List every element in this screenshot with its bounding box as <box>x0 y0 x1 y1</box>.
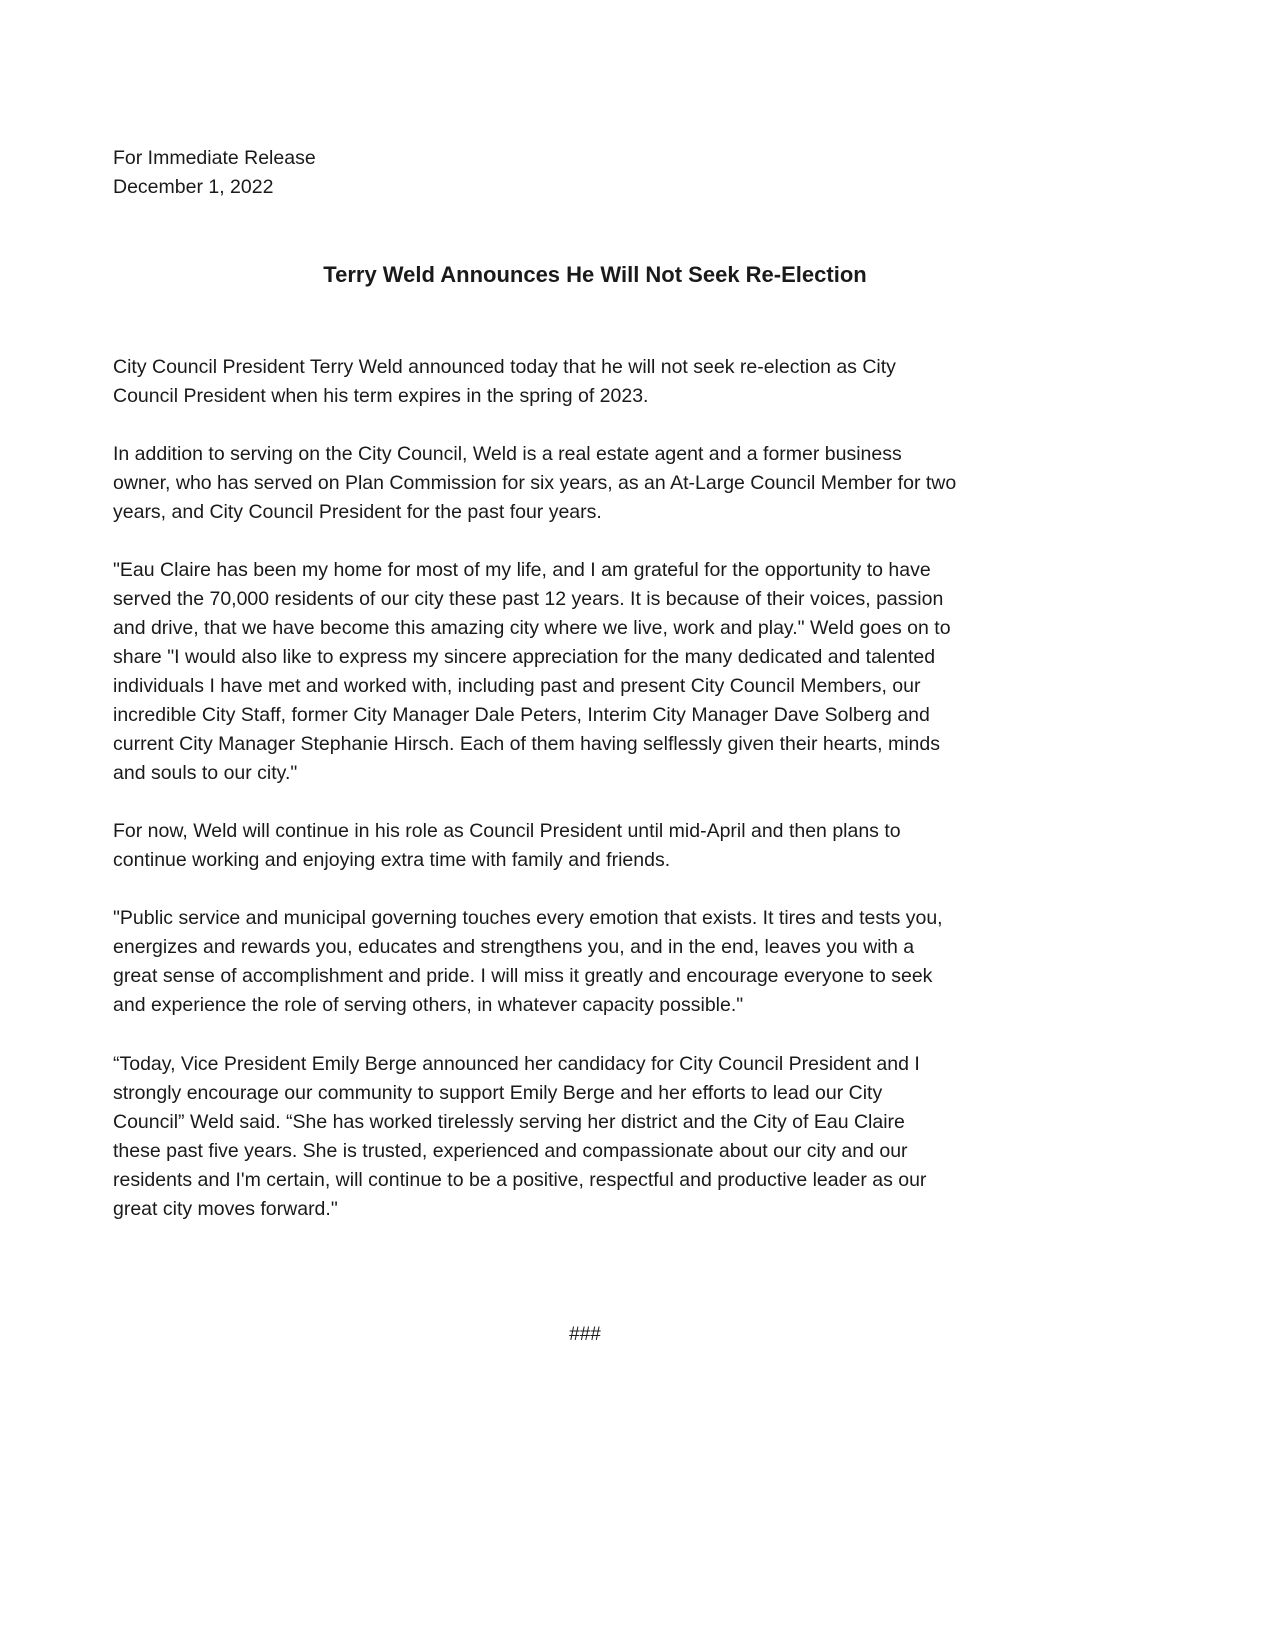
text-line: “Today, Vice President Emily Berge announced her candidacy for City Council President and I <box>113 1053 920 1075</box>
release-label: For Immediate Release <box>113 147 316 169</box>
paragraph-3 <box>113 556 951 788</box>
paragraph-2 <box>113 440 956 527</box>
text-line: and experience the role of serving others, in whatever capacity possible." <box>113 994 744 1016</box>
text-line: In addition to serving on the City Council, Weld is a real estate agent and a former business <box>113 443 902 465</box>
text-line: share "I would also like to express my sincere appreciation for the many dedicated and talented <box>113 646 936 668</box>
text-line: individuals I have met and worked with, including past and present City Council Members, our <box>113 675 921 697</box>
text-line: strongly encourage our community to support Emily Berge and her efforts to lead our City <box>113 1082 883 1104</box>
text-line: incredible City Staff, former City Manager Dale Peters, Interim City Manager Dave Solberg and <box>113 704 930 726</box>
end-mark: ### <box>569 1324 601 1345</box>
text-line: continue working and enjoying extra time with family and friends. <box>113 849 671 871</box>
paragraph-6 <box>113 1050 926 1224</box>
text-line: and souls to our city." <box>113 762 298 784</box>
text-line: City Council President Terry Weld announced today that he will not seek re-election as City <box>113 356 896 378</box>
text-line: energizes and rewards you, educates and strengthens you, and in the end, leaves you with a <box>113 936 915 958</box>
paragraph-4 <box>113 817 901 875</box>
paragraph-5 <box>113 904 943 1020</box>
text-line: and drive, that we have become this amazing city where we live, work and play." Weld goes on to <box>113 617 951 639</box>
text-line: years, and City Council President for the past four years. <box>113 501 602 523</box>
release-header <box>113 144 316 202</box>
text-line: served the 70,000 residents of our city these past 12 years. It is because of their voices, passion <box>113 588 944 610</box>
text-line: current City Manager Stephanie Hirsch. Each of them having selflessly given their hearts, minds <box>113 733 940 755</box>
text-line: Council” Weld said. “She has worked tirelessly serving her district and the City of Eau Claire <box>113 1111 905 1133</box>
paragraph-1 <box>113 353 896 411</box>
text-line: residents and I'm certain, will continue to be a positive, respectful and productive leader as our <box>113 1169 927 1191</box>
text-line: "Public service and municipal governing touches every emotion that exists. It tires and tests you, <box>113 907 943 929</box>
text-line: Council President when his term expires in the spring of 2023. <box>113 385 649 407</box>
text-line: great city moves forward." <box>113 1198 338 1220</box>
text-line: great sense of accomplishment and pride. I will miss it greatly and encourage everyone to seek <box>113 965 933 987</box>
text-line: "Eau Claire has been my home for most of my life, and I am grateful for the opportunity to have <box>113 559 931 581</box>
text-line: owner, who has served on Plan Commission for six years, as an At-Large Council Member for two <box>113 472 957 494</box>
page-title: Terry Weld Announces He Will Not Seek Re-Election <box>323 262 867 287</box>
text-line: For now, Weld will continue in his role as Council President until mid-April and then plans to <box>113 820 901 842</box>
release-date: December 1, 2022 <box>113 176 274 198</box>
text-line: these past five years. She is trusted, experienced and compassionate about our city and our <box>113 1140 908 1162</box>
